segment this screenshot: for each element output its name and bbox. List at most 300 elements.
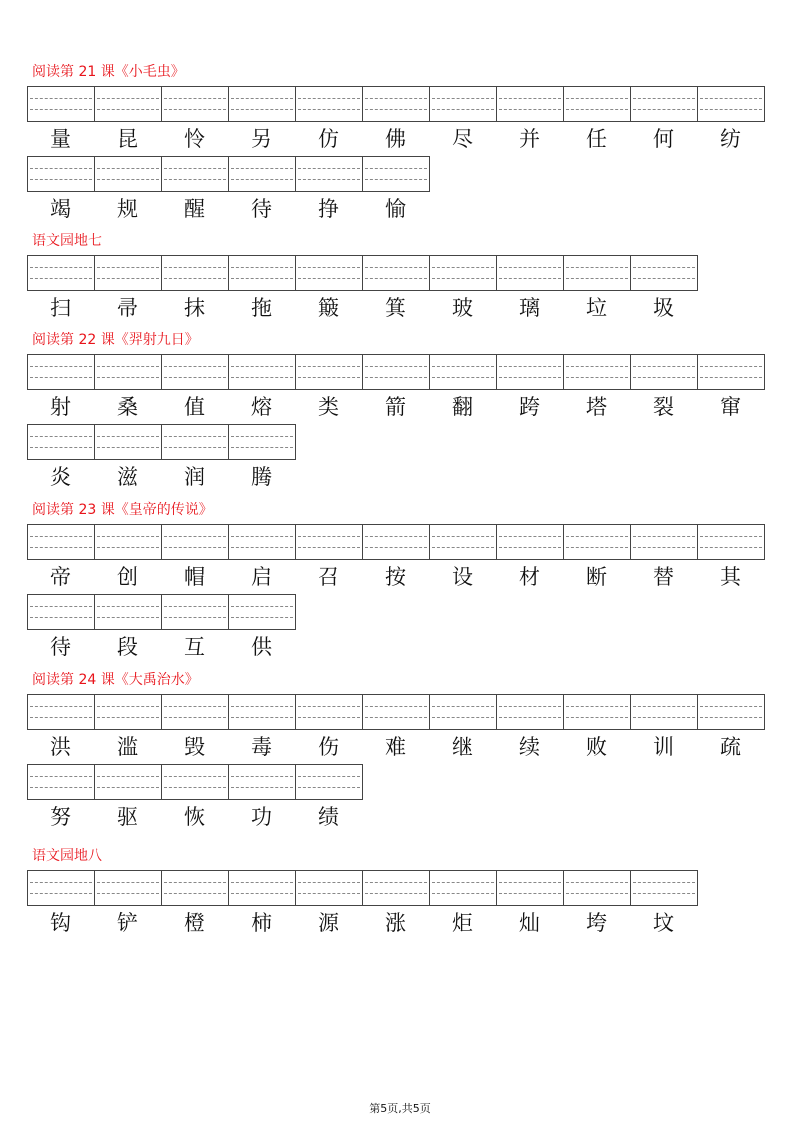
writing-grid-row — [27, 694, 765, 730]
guide-line — [499, 893, 561, 894]
guide-line — [30, 717, 92, 718]
vocab-character: 柿 — [251, 911, 272, 935]
guide-line — [164, 547, 226, 548]
writing-grid-row — [27, 354, 765, 390]
vocab-character: 材 — [519, 565, 540, 589]
writing-cell[interactable] — [631, 354, 698, 390]
guide-line — [97, 882, 159, 883]
guide-line — [164, 717, 226, 718]
guide-line — [499, 706, 561, 707]
guide-line — [432, 717, 494, 718]
guide-line — [365, 377, 427, 378]
writing-cell[interactable] — [95, 354, 162, 390]
guide-line — [30, 547, 92, 548]
vocab-character: 熔 — [251, 395, 272, 419]
writing-cell[interactable] — [631, 694, 698, 730]
writing-cell[interactable] — [229, 156, 296, 192]
guide-line — [298, 776, 360, 777]
vocab-character: 醒 — [184, 197, 205, 221]
writing-cell[interactable] — [497, 255, 564, 291]
writing-cell[interactable] — [698, 524, 765, 560]
guide-line — [164, 179, 226, 180]
writing-cell[interactable] — [564, 870, 631, 906]
vocab-character: 拖 — [251, 296, 272, 320]
vocab-character: 努 — [50, 805, 71, 829]
guide-line — [633, 547, 695, 548]
guide-line — [700, 366, 762, 367]
guide-line — [231, 717, 293, 718]
writing-cell[interactable] — [430, 524, 497, 560]
guide-line — [499, 267, 561, 268]
writing-cell[interactable] — [28, 694, 95, 730]
writing-cell[interactable] — [363, 694, 430, 730]
guide-line — [432, 882, 494, 883]
writing-cell[interactable] — [296, 86, 363, 122]
guide-line — [365, 366, 427, 367]
vocab-character: 待 — [251, 197, 272, 221]
guide-line — [231, 168, 293, 169]
guide-line — [164, 377, 226, 378]
writing-grid-row — [27, 594, 296, 630]
guide-line — [231, 179, 293, 180]
guide-line — [231, 109, 293, 110]
guide-line — [700, 98, 762, 99]
guide-line — [97, 706, 159, 707]
vocab-character: 续 — [519, 735, 540, 759]
character-row — [27, 802, 362, 832]
guide-line — [30, 179, 92, 180]
guide-line — [432, 547, 494, 548]
vocab-character: 创 — [117, 565, 138, 589]
vocab-character: 裂 — [653, 395, 674, 419]
writing-cell[interactable] — [698, 86, 765, 122]
writing-cell[interactable] — [95, 870, 162, 906]
guide-line — [499, 98, 561, 99]
guide-line — [30, 882, 92, 883]
guide-line — [231, 787, 293, 788]
guide-line — [365, 893, 427, 894]
vocab-character: 纺 — [720, 127, 741, 151]
guide-line — [365, 547, 427, 548]
writing-cell[interactable] — [28, 156, 95, 192]
vocab-character: 炎 — [50, 465, 71, 489]
guide-line — [432, 536, 494, 537]
writing-cell[interactable] — [631, 255, 698, 291]
writing-cell[interactable] — [631, 524, 698, 560]
writing-cell[interactable] — [229, 764, 296, 800]
guide-line — [365, 536, 427, 537]
guide-line — [298, 706, 360, 707]
vocab-character: 伤 — [318, 735, 339, 759]
writing-cell[interactable] — [497, 86, 564, 122]
writing-cell[interactable] — [229, 594, 296, 630]
vocab-character: 铲 — [117, 911, 138, 935]
writing-grid-row — [27, 156, 430, 192]
guide-line — [633, 98, 695, 99]
writing-cell[interactable] — [162, 255, 229, 291]
guide-line — [499, 377, 561, 378]
writing-cell[interactable] — [363, 354, 430, 390]
guide-line — [164, 366, 226, 367]
writing-cell[interactable] — [162, 594, 229, 630]
vocab-character: 璃 — [519, 296, 540, 320]
writing-cell[interactable] — [363, 255, 430, 291]
guide-line — [97, 787, 159, 788]
writing-cell[interactable] — [28, 524, 95, 560]
writing-cell[interactable] — [363, 524, 430, 560]
guide-line — [164, 168, 226, 169]
guide-line — [164, 893, 226, 894]
writing-cell[interactable] — [430, 870, 497, 906]
guide-line — [97, 366, 159, 367]
guide-line — [164, 536, 226, 537]
writing-cell[interactable] — [162, 354, 229, 390]
vocab-character: 竭 — [50, 197, 71, 221]
character-row — [27, 562, 764, 592]
vocab-character: 源 — [318, 911, 339, 935]
guide-line — [633, 366, 695, 367]
vocab-character: 跨 — [519, 395, 540, 419]
guide-line — [298, 893, 360, 894]
writing-cell[interactable] — [95, 255, 162, 291]
guide-line — [231, 377, 293, 378]
vocab-character: 设 — [452, 565, 473, 589]
guide-line — [700, 717, 762, 718]
vocab-character: 愉 — [385, 197, 406, 221]
guide-line — [633, 893, 695, 894]
guide-line — [231, 547, 293, 548]
guide-line — [231, 617, 293, 618]
vocab-character: 炬 — [452, 911, 473, 935]
writing-cell[interactable] — [95, 594, 162, 630]
vocab-character: 待 — [50, 635, 71, 659]
writing-cell[interactable] — [229, 424, 296, 460]
guide-line — [231, 267, 293, 268]
guide-line — [231, 98, 293, 99]
guide-line — [30, 267, 92, 268]
writing-cell[interactable] — [28, 354, 95, 390]
guide-line — [298, 547, 360, 548]
section-title: 阅读第 23 课《皇帝的传说》 — [32, 502, 213, 518]
section-title: 语文园地八 — [32, 848, 102, 864]
guide-line — [700, 547, 762, 548]
writing-cell[interactable] — [631, 86, 698, 122]
guide-line — [97, 447, 159, 448]
guide-line — [700, 377, 762, 378]
writing-cell[interactable] — [363, 86, 430, 122]
guide-line — [365, 98, 427, 99]
guide-line — [231, 706, 293, 707]
vocab-character: 抹 — [184, 296, 205, 320]
writing-cell[interactable] — [497, 870, 564, 906]
guide-line — [30, 436, 92, 437]
guide-line — [231, 893, 293, 894]
guide-line — [633, 706, 695, 707]
writing-cell[interactable] — [430, 86, 497, 122]
writing-grid-row — [27, 424, 296, 460]
guide-line — [566, 98, 628, 99]
vocab-character: 簸 — [318, 296, 339, 320]
vocab-character: 涨 — [385, 911, 406, 935]
vocab-character: 灿 — [519, 911, 540, 935]
vocab-character: 腾 — [251, 465, 272, 489]
guide-line — [30, 278, 92, 279]
writing-cell[interactable] — [28, 870, 95, 906]
guide-line — [30, 377, 92, 378]
guide-line — [30, 109, 92, 110]
writing-cell[interactable] — [497, 694, 564, 730]
writing-cell[interactable] — [229, 524, 296, 560]
writing-cell[interactable] — [497, 354, 564, 390]
guide-line — [30, 787, 92, 788]
character-row — [27, 392, 764, 422]
guide-line — [633, 882, 695, 883]
vocab-character: 训 — [653, 735, 674, 759]
guide-line — [566, 109, 628, 110]
writing-cell[interactable] — [564, 524, 631, 560]
vocab-character: 段 — [117, 635, 138, 659]
guide-line — [30, 536, 92, 537]
guide-line — [231, 882, 293, 883]
writing-cell[interactable] — [95, 86, 162, 122]
writing-cell[interactable] — [296, 156, 363, 192]
writing-cell[interactable] — [564, 255, 631, 291]
writing-cell[interactable] — [162, 86, 229, 122]
vocab-character: 量 — [50, 127, 71, 151]
character-row — [27, 293, 697, 323]
guide-line — [164, 617, 226, 618]
writing-cell[interactable] — [28, 255, 95, 291]
guide-line — [97, 168, 159, 169]
guide-line — [365, 179, 427, 180]
writing-cell[interactable] — [95, 524, 162, 560]
guide-line — [97, 109, 159, 110]
writing-grid-row — [27, 524, 765, 560]
vocab-character: 仿 — [318, 127, 339, 151]
guide-line — [499, 717, 561, 718]
guide-line — [97, 267, 159, 268]
guide-line — [566, 278, 628, 279]
writing-cell[interactable] — [229, 870, 296, 906]
guide-line — [700, 706, 762, 707]
guide-line — [298, 377, 360, 378]
guide-line — [298, 98, 360, 99]
writing-cell[interactable] — [564, 694, 631, 730]
guide-line — [432, 109, 494, 110]
guide-line — [231, 366, 293, 367]
guide-line — [97, 278, 159, 279]
guide-line — [164, 109, 226, 110]
writing-cell[interactable] — [698, 694, 765, 730]
guide-line — [432, 278, 494, 279]
guide-line — [432, 893, 494, 894]
writing-cell[interactable] — [95, 764, 162, 800]
writing-cell[interactable] — [229, 694, 296, 730]
writing-cell[interactable] — [698, 354, 765, 390]
vocab-character: 玻 — [452, 296, 473, 320]
vocab-character: 钩 — [50, 911, 71, 935]
writing-cell[interactable] — [363, 156, 430, 192]
guide-line — [499, 536, 561, 537]
writing-cell[interactable] — [564, 86, 631, 122]
vocab-character: 帽 — [184, 565, 205, 589]
guide-line — [432, 98, 494, 99]
vocab-character: 橙 — [184, 911, 205, 935]
guide-line — [30, 168, 92, 169]
vocab-character: 扫 — [50, 296, 71, 320]
guide-line — [164, 787, 226, 788]
writing-grid-row — [27, 255, 698, 291]
guide-line — [365, 267, 427, 268]
writing-cell[interactable] — [95, 424, 162, 460]
writing-cell[interactable] — [497, 524, 564, 560]
vocab-character: 洪 — [50, 735, 71, 759]
writing-cell[interactable] — [28, 424, 95, 460]
guide-line — [164, 267, 226, 268]
guide-line — [231, 606, 293, 607]
vocab-character: 怜 — [184, 127, 205, 151]
writing-cell[interactable] — [564, 354, 631, 390]
writing-cell[interactable] — [296, 255, 363, 291]
vocab-character: 垃 — [586, 296, 607, 320]
vocab-character: 润 — [184, 465, 205, 489]
writing-cell[interactable] — [28, 594, 95, 630]
guide-line — [432, 377, 494, 378]
guide-line — [30, 447, 92, 448]
section-title: 阅读第 24 课《大禹治水》 — [32, 672, 199, 688]
writing-cell[interactable] — [28, 764, 95, 800]
vocab-character: 恢 — [184, 805, 205, 829]
vocab-character: 窜 — [720, 395, 741, 419]
guide-line — [499, 882, 561, 883]
writing-cell[interactable] — [162, 694, 229, 730]
writing-cell[interactable] — [631, 870, 698, 906]
character-row — [27, 124, 764, 154]
guide-line — [97, 893, 159, 894]
vocab-character: 挣 — [318, 197, 339, 221]
guide-line — [633, 536, 695, 537]
section-title: 阅读第 21 课《小毛虫》 — [32, 64, 185, 80]
vocab-character: 何 — [653, 127, 674, 151]
guide-line — [30, 706, 92, 707]
guide-line — [30, 606, 92, 607]
writing-cell[interactable] — [162, 424, 229, 460]
guide-line — [231, 447, 293, 448]
vocab-character: 圾 — [653, 296, 674, 320]
guide-line — [231, 536, 293, 537]
vocab-character: 另 — [251, 127, 272, 151]
writing-cell[interactable] — [296, 764, 363, 800]
writing-cell[interactable] — [28, 86, 95, 122]
writing-grid-row — [27, 764, 363, 800]
writing-cell[interactable] — [296, 524, 363, 560]
guide-line — [566, 717, 628, 718]
guide-line — [298, 717, 360, 718]
character-row — [27, 632, 295, 662]
vocab-character: 任 — [586, 127, 607, 151]
guide-line — [566, 706, 628, 707]
writing-cell[interactable] — [162, 870, 229, 906]
section-title: 阅读第 22 课《羿射九日》 — [32, 332, 199, 348]
character-row — [27, 908, 697, 938]
guide-line — [432, 267, 494, 268]
writing-cell[interactable] — [296, 354, 363, 390]
vocab-character: 难 — [385, 735, 406, 759]
guide-line — [97, 98, 159, 99]
vocab-character: 滋 — [117, 465, 138, 489]
guide-line — [231, 436, 293, 437]
vocab-character: 疏 — [720, 735, 741, 759]
guide-line — [97, 536, 159, 537]
guide-line — [365, 109, 427, 110]
writing-cell[interactable] — [363, 870, 430, 906]
guide-line — [365, 882, 427, 883]
section-title: 语文园地七 — [32, 233, 102, 249]
guide-line — [633, 267, 695, 268]
vocab-character: 桑 — [117, 395, 138, 419]
guide-line — [700, 109, 762, 110]
guide-line — [30, 776, 92, 777]
guide-line — [298, 536, 360, 537]
guide-line — [499, 109, 561, 110]
vocab-character: 塔 — [586, 395, 607, 419]
guide-line — [30, 98, 92, 99]
vocab-character: 滥 — [117, 735, 138, 759]
vocab-character: 佛 — [385, 127, 406, 151]
writing-cell[interactable] — [162, 156, 229, 192]
writing-cell[interactable] — [430, 694, 497, 730]
guide-line — [298, 179, 360, 180]
vocab-character: 绩 — [318, 805, 339, 829]
guide-line — [164, 436, 226, 437]
writing-cell[interactable] — [430, 354, 497, 390]
guide-line — [700, 536, 762, 537]
writing-cell[interactable] — [229, 255, 296, 291]
guide-line — [164, 98, 226, 99]
vocab-character: 替 — [653, 565, 674, 589]
guide-line — [298, 109, 360, 110]
guide-line — [566, 377, 628, 378]
writing-cell[interactable] — [296, 694, 363, 730]
guide-line — [164, 447, 226, 448]
guide-line — [164, 776, 226, 777]
writing-cell[interactable] — [95, 694, 162, 730]
guide-line — [97, 547, 159, 548]
writing-cell[interactable] — [296, 870, 363, 906]
guide-line — [499, 547, 561, 548]
vocab-character: 按 — [385, 565, 406, 589]
guide-line — [30, 617, 92, 618]
vocab-character: 箭 — [385, 395, 406, 419]
vocab-character: 帝 — [50, 565, 71, 589]
guide-line — [566, 267, 628, 268]
guide-line — [365, 278, 427, 279]
vocab-character: 翻 — [452, 395, 473, 419]
vocab-character: 坟 — [653, 911, 674, 935]
writing-cell[interactable] — [229, 354, 296, 390]
writing-cell[interactable] — [430, 255, 497, 291]
writing-cell[interactable] — [162, 524, 229, 560]
vocab-character: 毁 — [184, 735, 205, 759]
writing-cell[interactable] — [162, 764, 229, 800]
guide-line — [365, 717, 427, 718]
guide-line — [298, 278, 360, 279]
writing-cell[interactable] — [95, 156, 162, 192]
writing-cell[interactable] — [229, 86, 296, 122]
vocab-character: 值 — [184, 395, 205, 419]
guide-line — [566, 366, 628, 367]
guide-line — [298, 267, 360, 268]
